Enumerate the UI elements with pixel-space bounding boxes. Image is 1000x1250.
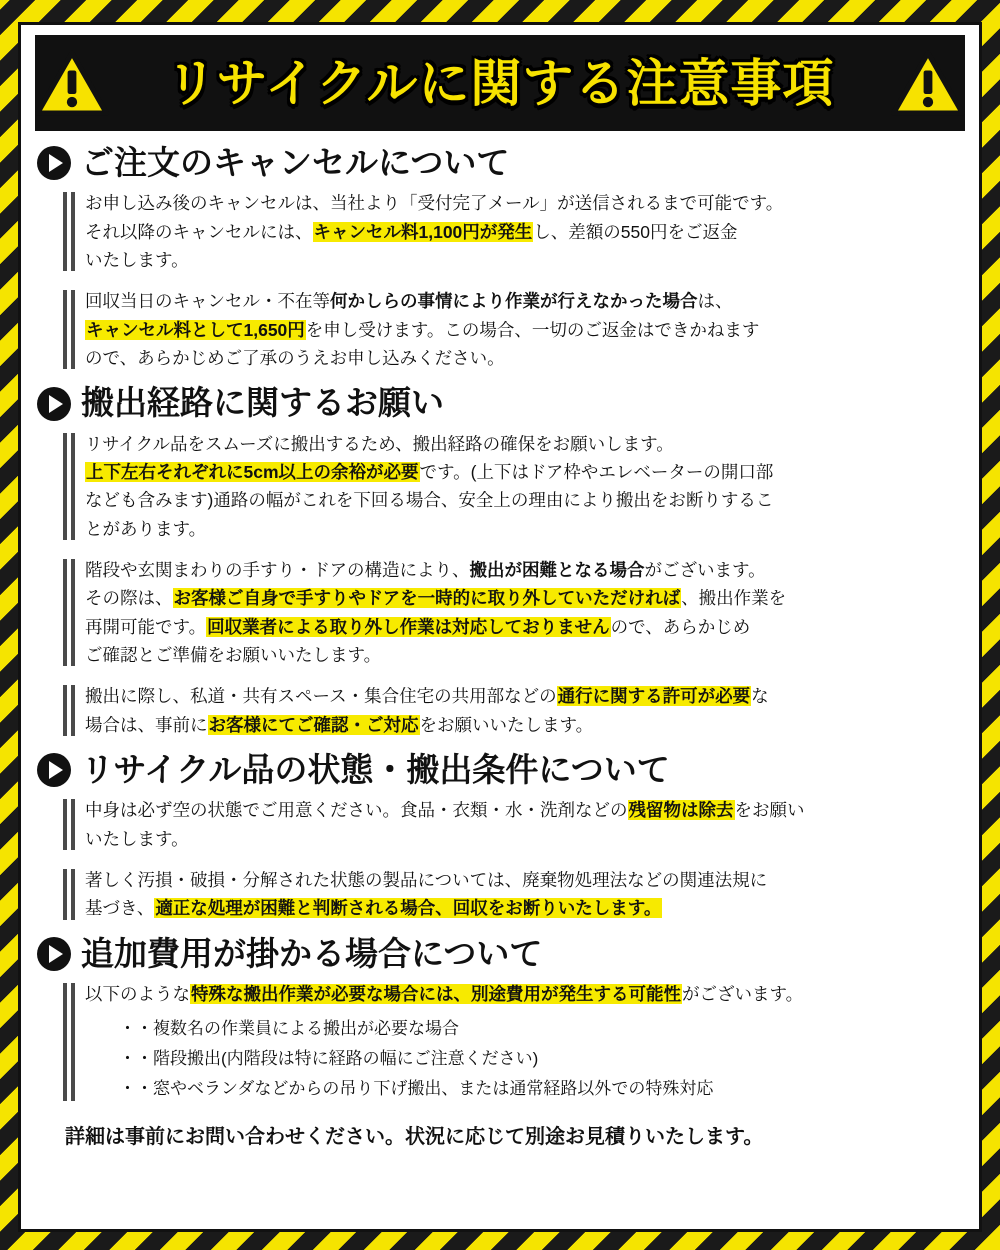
text-run: その際は、: [85, 588, 173, 609]
note-line: [85, 641, 965, 669]
section-title: 搬出経路に関するお願い: [81, 384, 444, 422]
note-block: [63, 980, 965, 1104]
section: [35, 936, 965, 1149]
section-title: リサイクル品の状態・搬出条件について: [81, 751, 670, 789]
section: [35, 752, 965, 923]
text-run: 階段や玄関まわりの手すり・ドアの構造により、: [85, 560, 470, 581]
highlighted-text: キャンセル料として1,650円: [86, 319, 305, 340]
highlighted-text: 上下左右それぞれに5cm以上の余裕が必要: [86, 462, 419, 482]
text-run: を申し受けます。この場合、一切のご返金はできかねます: [305, 319, 760, 340]
play-triangle-icon: [37, 937, 71, 971]
note-line: [85, 894, 965, 922]
bold-text: 何かしらの事情により作業が行えなかった場合: [330, 291, 698, 312]
text-run: とがあります。: [85, 518, 207, 539]
text-run: をお願いいたします。: [419, 714, 594, 735]
text-run: 再開可能です。: [85, 616, 207, 637]
text-run: リサイクル品をスムーズに搬出するため、搬出経路の確保をお願いします。: [85, 433, 674, 454]
text-run: 搬出に際し、私道・共有スペース・集合住宅の共用部などの: [85, 686, 557, 707]
note-block: [63, 556, 965, 669]
note-line: [85, 613, 965, 641]
highlighted-text: 適正な処理が困難と判断される場合、回収をお断りいたします。: [155, 898, 662, 919]
note-block: [63, 796, 965, 853]
text-run: それ以降のキャンセルには、: [85, 221, 313, 242]
text-run: は、: [697, 291, 733, 312]
note-line: [85, 711, 965, 739]
highlighted-text: 回収業者による取り外し作業は対応しておりません: [207, 616, 610, 637]
highlighted-text: お客様にてご確認・ご対応: [208, 714, 419, 735]
text-run: 回収当日のキャンセル・不在等: [85, 291, 330, 312]
highlighted-text: 残留物は除去: [628, 800, 734, 821]
note-line: [85, 584, 965, 612]
bullet-list: [85, 1014, 965, 1103]
text-run: 中身は必ず空の状態でご用意ください。食品・衣類・水・洗剤などの: [85, 800, 628, 821]
page-title: リサイクルに関する注意事項: [165, 54, 835, 112]
section-title: 追加費用が掛かる場合について: [81, 934, 543, 972]
text-run: 以下のような: [85, 984, 190, 1005]
highlighted-text: お客様ご自身で手すりやドアを一時的に取り外していただければ: [173, 588, 681, 609]
note-block: [63, 430, 965, 543]
text-run: ので、あらかじめご了承のうえお申し込みください。: [85, 348, 505, 369]
text-run: 基づき、: [85, 898, 155, 919]
text-run: なども含みます)通路の幅がこれを下回る場合、安全上の理由により搬出をお断りするこ: [85, 490, 774, 511]
bold-text: 搬出が困難となる場合: [469, 560, 645, 581]
text-run: がございます。: [682, 984, 804, 1005]
note-block: [63, 189, 965, 274]
closing-note: 詳細は事前にお問い合わせください。状況に応じて別途お見積りいたします。: [65, 1125, 764, 1148]
note-line: [85, 486, 965, 514]
text-run: し、差額の550円をご返金: [533, 221, 738, 242]
note-block: [63, 287, 965, 372]
text-run: です。(上下はドア枠やエレベーターの開口部: [419, 462, 774, 482]
text-run: お申し込み後のキャンセルは、当社より「受付完了メール」が送信されるまで可能です。: [85, 193, 784, 214]
section: [35, 145, 965, 372]
warning-triangle-icon: [35, 50, 109, 116]
poster-header: [35, 35, 965, 131]
section-heading: [37, 385, 965, 421]
section-heading: [37, 145, 965, 181]
note-line: [85, 682, 965, 710]
poster-body: [18, 22, 982, 1232]
play-triangle-icon: [37, 387, 71, 421]
note-line: [85, 344, 965, 372]
note-line: [85, 866, 965, 894]
sections-container: [35, 145, 965, 1149]
section-title: ご注文のキャンセルについて: [81, 144, 510, 181]
note-line: [85, 189, 965, 217]
play-triangle-icon: [37, 146, 71, 180]
note-line: [85, 218, 965, 246]
note-line: [85, 458, 965, 486]
text-run: 場合は、事前に: [85, 714, 208, 735]
note-line: [85, 825, 965, 853]
highlighted-text: キャンセル料1,100円が発生: [313, 221, 533, 242]
text-run: ので、あらかじめ: [610, 616, 751, 637]
play-triangle-icon: [37, 753, 71, 787]
note-line: [85, 980, 965, 1008]
text-run: をお願い: [734, 800, 805, 821]
note-line: [85, 287, 965, 315]
note-block: [63, 682, 965, 739]
text-run: がございます。: [644, 560, 766, 581]
note-line: [85, 556, 965, 584]
text-run: な: [751, 686, 769, 707]
note-line: [85, 430, 965, 458]
list-item: ・ ・複数名の作業員による搬出が必要な場合: [119, 1014, 965, 1044]
highlighted-text: 通行に関する許可が必要: [557, 686, 751, 707]
note-line: [85, 796, 965, 824]
text-run: いたします。: [85, 249, 189, 270]
text-run: ご確認とご準備をお願いいたします。: [85, 645, 382, 666]
note-block: [63, 866, 965, 923]
list-item: ・ ・階段搬出(内階段は特に経路の幅にご注意ください): [119, 1044, 965, 1074]
text-run: 著しく汚損・破損・分解された状態の製品については、廃棄物処理法などの関連法規に: [85, 870, 768, 891]
section-heading: [37, 936, 965, 972]
text-run: いたします。: [85, 828, 189, 849]
warning-triangle-icon: [891, 50, 965, 116]
note-line: [85, 246, 965, 274]
text-run: 、搬出作業を: [681, 588, 787, 609]
list-item: ・ ・窓やベランダなどからの吊り下げ搬出、または通常経路以外での特殊対応: [119, 1074, 965, 1104]
note-line: [85, 316, 965, 344]
note-line: [85, 515, 965, 543]
section-heading: [37, 752, 965, 788]
section: [35, 385, 965, 739]
highlighted-text: 特殊な搬出作業が必要な場合には、別途費用が発生する可能性: [191, 984, 681, 1005]
